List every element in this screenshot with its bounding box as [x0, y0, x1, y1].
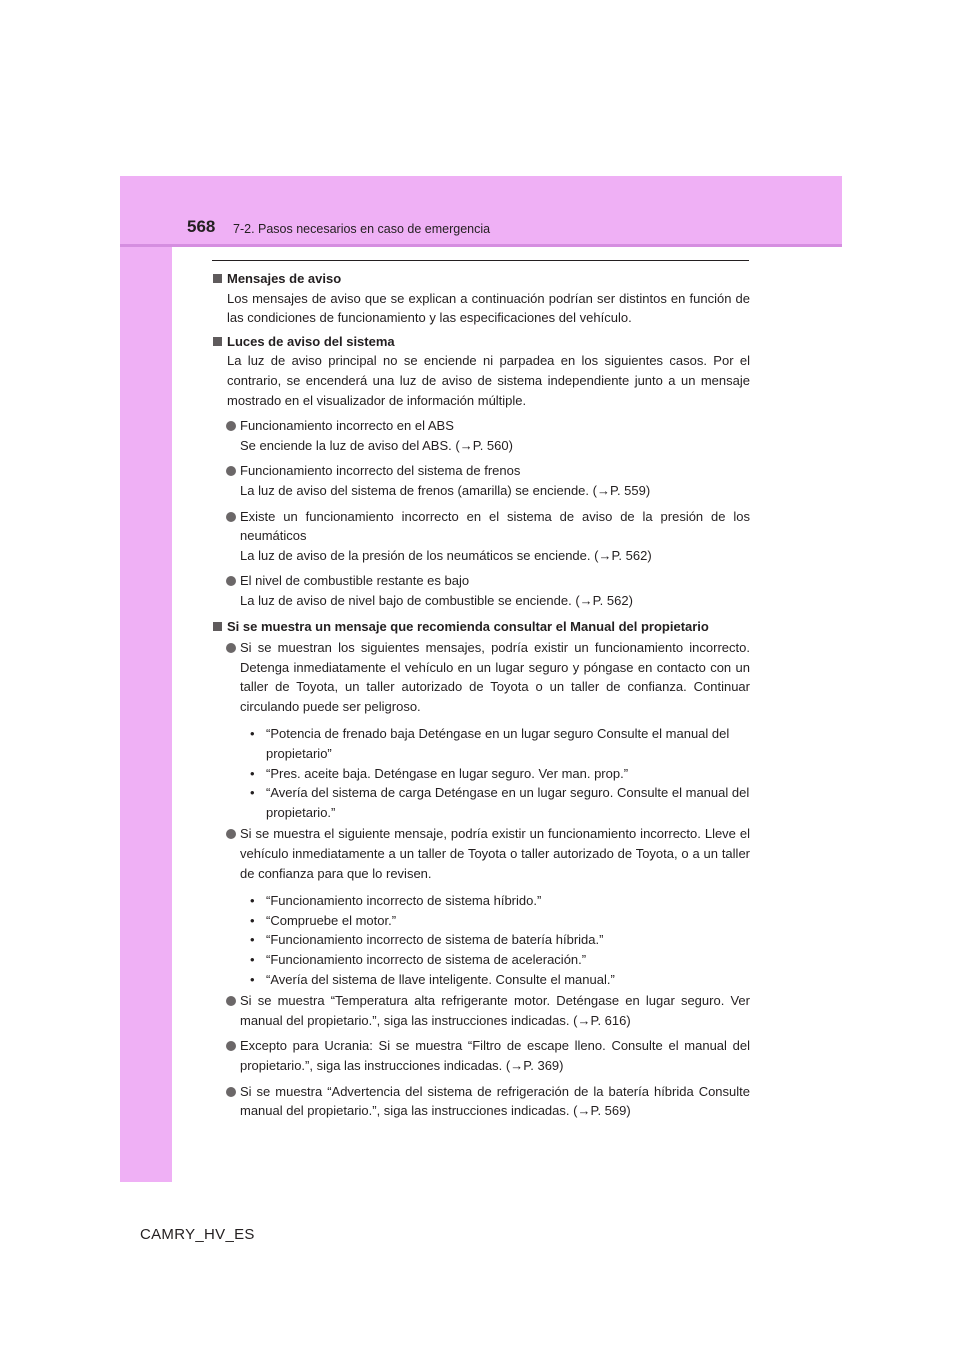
item-description: La luz de aviso de la presión de los neumáticos se enciende. (→P. 562) [240, 547, 652, 563]
item-description: La luz de aviso del sistema de frenos (amarilla) se enciende. (→P. 559) [240, 482, 651, 498]
message-item: • “Potencia de frenado baja Deténgase en un lugar seguro Consulte el manual del propietario” [240, 724, 750, 763]
message-item: • “Funcionamiento incorrecto de sistema de batería híbrida.” [240, 930, 750, 950]
message-list [212, 891, 750, 989]
item-title: Existe un funcionamiento incorrecto en el sistema de aviso de la presión de los neumáticos [240, 508, 750, 544]
message-item: • “Funcionamiento incorrecto de sistema híbrido.” [240, 891, 750, 911]
list-item [212, 824, 750, 883]
message-item: • “Pres. aceite baja. Deténgase en lugar seguro. Ver man. prop.” [240, 764, 750, 784]
list-item [212, 1082, 750, 1121]
list-item [212, 1036, 750, 1075]
item-title: Funcionamiento incorrecto en el ABS [240, 418, 454, 434]
list-item [212, 507, 750, 566]
content-top-rule [212, 260, 749, 261]
list-item [212, 416, 750, 455]
list-item [212, 571, 750, 610]
list-item [212, 638, 750, 716]
message-item: • “Funcionamiento incorrecto de sistema de aceleración.” [240, 950, 750, 970]
section-title: 7-2. Pasos necesarios en caso de emergencia [233, 222, 491, 236]
item-text: Si se muestra “Temperatura alta refrigerante motor. Deténgase en lugar seguro. Ver manual del propietario.”, siga las instrucciones indicadas. (→P. 616) [240, 993, 750, 1028]
list-item [212, 461, 750, 500]
page-content [212, 266, 750, 1121]
heading-system-warning-lights: Luces de aviso del sistema [212, 332, 750, 352]
header-underline [120, 244, 842, 247]
message-list [212, 724, 750, 822]
item-title: Funcionamiento incorrecto del sistema de frenos [240, 463, 521, 479]
model-code: CAMRY_HV_ES [140, 1226, 255, 1243]
item-description: Se enciende la luz de aviso del ABS. (→P. 560) [240, 437, 513, 453]
list-item [212, 991, 750, 1030]
item-text: Excepto para Ucrania: Si se muestra “Filtro de escape lleno. Consulte el manual del propietario.”, siga las instrucciones indicadas. (→P. 369) [240, 1038, 750, 1073]
item-description: La luz de aviso de nivel bajo de combustible se enciende. (→P. 562) [240, 592, 633, 608]
item-title: El nivel de combustible restante es bajo [240, 573, 470, 589]
message-item: • “Avería del sistema de carga Deténgase en un lugar seguro. Consulte el manual del propietario.” [240, 783, 750, 822]
message-item: • “Avería del sistema de llave inteligente. Consulte el manual.” [240, 970, 750, 990]
item-text: Si se muestra “Advertencia del sistema de refrigeración de la batería híbrida Consulte manual del propietario.”, siga las instrucciones indicadas. (→P. 569) [240, 1083, 750, 1119]
paragraph-warning-messages: Los mensajes de aviso que se explican a continuación podrían ser distintos en función de las condiciones de funcionamiento y las especificaciones del vehículo. [227, 290, 750, 326]
item-text: Si se muestran los siguientes mensajes, podría existir un funcionamiento incorrecto. Detenga inmediatamente el vehículo en un lugar seguro y póngase en contacto con un taller de Toyota, un taller autorizado de Toyota o un taller de confianza. Continuar circulando puede ser peligroso. [240, 640, 750, 714]
item-text: Si se muestra el siguiente mensaje, podría existir un funcionamiento incorrecto. Lleve el vehículo inmediatamente a un taller de Toyota o taller autorizado de Toyota, o a un taller de confianza para que lo revisen. [240, 826, 750, 881]
paragraph-system-warning-lights: La luz de aviso principal no se enciende ni parpadea en los siguientes casos. Por el contrario, se encenderá una luz de aviso de sistema independiente junto a un mensaje mostrado en el visualizador de información múltiple. [227, 353, 750, 408]
message-item: • “Compruebe el motor.” [240, 911, 750, 931]
heading-warning-messages: Mensajes de aviso [212, 269, 750, 289]
chapter-side-band [120, 176, 172, 1182]
heading-owner-manual-messages: Si se muestra un mensaje que recomienda consultar el Manual del propietario [212, 617, 750, 637]
page-number: 568 [187, 217, 216, 236]
